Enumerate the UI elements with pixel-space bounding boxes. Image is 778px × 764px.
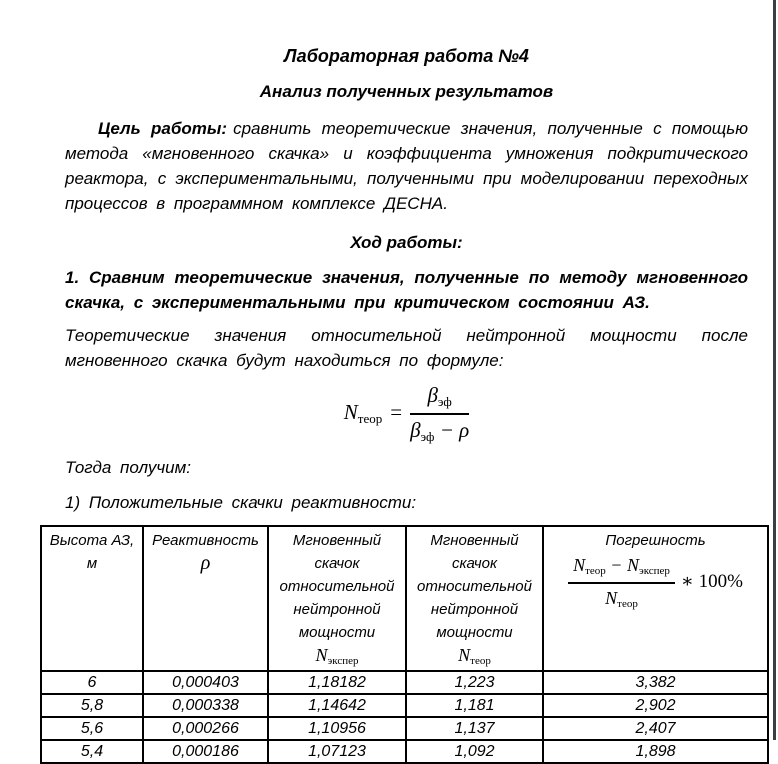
n-exper-symbol [271, 644, 403, 670]
doc-title: Лабораторная работа №4 [284, 46, 529, 66]
n-subscript: теор [470, 655, 491, 667]
cell-reactivity: 0,000403 [143, 671, 268, 694]
header-line: Погрешность [605, 532, 706, 549]
step-1-paragraph: 1. Сравним теоретические значения, полученные по методу мгновенного скачка, с экспериментальными при критическом состоянии АЗ. [65, 268, 748, 312]
instant-jump-formula [65, 383, 748, 445]
cell-error: 1,898 [543, 740, 768, 763]
table-row [41, 740, 768, 763]
n-subscript: экспер [638, 565, 670, 577]
header-line: Мгновенный [430, 532, 519, 549]
formula-lhs-subscript: теор [357, 410, 383, 426]
n-theor-symbol [409, 644, 540, 670]
cell-height: 5,6 [41, 717, 143, 740]
cell-reactivity: 0,000338 [143, 694, 268, 717]
header-line: м [86, 555, 98, 572]
n-symbol: N [315, 645, 328, 665]
table-row [41, 671, 768, 694]
goal-text: сравнить теоретические значения, полученные с помощью метода «мгновенного скачка» и коэффициента умножения подкритического реактора, с экспериментальными, полученными при моделировании переходных процессов в программном комплексе ДЕСНА. [65, 119, 748, 213]
n-subscript: теор [617, 598, 638, 610]
beta-symbol: β [410, 418, 421, 442]
results-table [40, 525, 769, 764]
n-subscript: теор [585, 565, 606, 577]
beta-subscript: эф [437, 394, 452, 409]
times-100-percent: ∗ 100% [680, 571, 743, 593]
cell-error: 3,382 [543, 671, 768, 694]
cell-n-exper: 1,14642 [268, 694, 406, 717]
fraction-numerator [410, 383, 469, 415]
formula-fraction [410, 383, 469, 445]
goal-label: Цель работы: [98, 119, 228, 138]
goal-paragraph [65, 116, 748, 216]
error-denominator [568, 584, 675, 612]
n-subscript: экспер [327, 655, 359, 667]
equals-sign: = [390, 399, 403, 424]
header-line: Высота АЗ, [49, 532, 135, 549]
header-line: относительной [417, 578, 532, 595]
header-line: скачок [314, 555, 360, 572]
minus-sign: − [610, 555, 623, 575]
header-line: Реактивность [152, 532, 259, 549]
table-row [41, 694, 768, 717]
header-line: мощности [436, 624, 513, 641]
fraction-denominator [410, 415, 469, 445]
header-line: Мгновенный [292, 532, 382, 549]
text-column [65, 44, 748, 515]
col-header-n-exper [268, 526, 406, 671]
theory-paragraph: Теоретические значения относительной нейтронной мощности после мгновенного скачка будут находиться по формуле: [65, 326, 748, 370]
n-symbol: N [458, 645, 471, 665]
error-numerator [568, 554, 675, 584]
cell-n-theor: 1,181 [406, 694, 543, 717]
cell-reactivity: 0,000266 [143, 717, 268, 740]
beta-symbol: β [427, 383, 438, 407]
error-formula [546, 554, 765, 612]
col-header-reactivity [143, 526, 268, 671]
then-note: Тогда получим: [65, 458, 192, 477]
cell-n-exper: 1,10956 [268, 717, 406, 740]
cell-error: 2,407 [543, 717, 768, 740]
cell-n-theor: 1,137 [406, 717, 543, 740]
header-line: относительной [279, 578, 395, 595]
beta-subscript: эф [420, 429, 435, 444]
error-fraction [568, 554, 675, 612]
case-1-label: 1) Положительные скачки реактивности: [65, 493, 417, 512]
table-header-row [41, 526, 768, 671]
cell-height: 5,8 [41, 694, 143, 717]
formula-lhs: N [343, 399, 358, 424]
doc-subtitle: Анализ полученных результатов [259, 82, 554, 101]
header-line: нейтронной [430, 601, 519, 618]
cell-n-theor: 1,223 [406, 671, 543, 694]
n-symbol: N [605, 588, 618, 608]
window-edge-line [773, 0, 776, 740]
cell-height: 5,4 [41, 740, 143, 763]
header-line: мощности [298, 624, 376, 641]
cell-reactivity: 0,000186 [143, 740, 268, 763]
rho-symbol: ρ [200, 552, 211, 574]
col-header-error [543, 526, 768, 671]
header-line: нейтронной [293, 601, 381, 618]
header-line: скачок [451, 555, 498, 572]
cell-n-theor: 1,092 [406, 740, 543, 763]
section-heading: Ход работы: [350, 233, 463, 252]
cell-error: 2,902 [543, 694, 768, 717]
col-header-core-height [41, 526, 143, 671]
minus-rho: − ρ [434, 418, 470, 442]
col-header-n-theor [406, 526, 543, 671]
cell-n-exper: 1,07123 [268, 740, 406, 763]
cell-n-exper: 1,18182 [268, 671, 406, 694]
table-row [41, 717, 768, 740]
cell-height: 6 [41, 671, 143, 694]
n-symbol: N [626, 555, 639, 575]
n-symbol: N [573, 555, 586, 575]
